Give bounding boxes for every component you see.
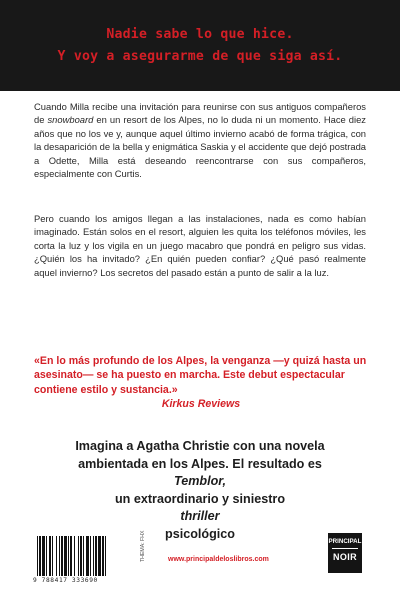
top-band — [0, 0, 400, 91]
publisher-url[interactable]: www.principaldeloslibros.com — [168, 556, 269, 563]
barcode-icon — [35, 536, 133, 576]
tagline — [0, 24, 400, 68]
synopsis-paragraph-1 — [34, 100, 366, 180]
praise-title-italic: Temblor, — [173, 474, 227, 488]
praise-line-2-text: ambientada en los Alpes. El resultado es — [78, 456, 322, 471]
review-quote-text: «En lo más profundo de los Alpes, la venganza —y quizá hasta un asesinato— se ha puesto en marcha. Este debut espectacular contiene estilo y sustancia.» — [34, 355, 367, 396]
logo-top-text: PRINCIPAL — [328, 538, 362, 545]
praise-genre-italic: thriller — [180, 509, 220, 523]
praise-line-3-text-a: un extraordinario y siniestro — [114, 491, 286, 506]
synopsis-p1-text-b: en un resort de los Alpes, no lo duda ni un momento. Hace diez años que no los ve y, aunque aquel último invierno acabó de forma trágica, con la desaparición de la bella y enigmática Saskia y el accidente que dejó postrada a Odette, Milla está deseando reencontrarse con sus compañeros, especialmente con Curtis. — [34, 114, 366, 180]
synopsis-paragraph-2: Pero cuando los amigos llegan a las instalaciones, nada es como habían imaginado. Están solos en el resort, alguien les quita los teléfonos móviles, les corta la luz y los vigila en un juego macabro que pondrá en peligro sus vidas. ¿Quién los ha invitado? ¿En quién pueden confiar? ¿Qué pasó realmente aquel invierno? Los secretos del pasado están a punto de salir a la luz. — [34, 213, 366, 278]
tagline-line-2: Y voy a asegurarme de que siga así. — [57, 49, 343, 64]
tagline-line-1: Nadie sabe lo que hice. — [106, 27, 294, 42]
barcode-digits: 9 788417 333690 — [33, 577, 98, 584]
synopsis-p1-italic: snowboard — [47, 114, 94, 126]
thema-code: THEMA: FHX — [140, 530, 146, 562]
review-quote — [34, 354, 368, 412]
praise-line-2 — [0, 456, 400, 491]
logo-divider — [332, 548, 358, 549]
logo-bottom-text: NOIR — [332, 552, 358, 562]
publisher-logo — [328, 533, 362, 573]
praise-line-1: Imagina a Agatha Christie con una novela — [75, 439, 325, 453]
praise-line-3-text-b: psicológico — [165, 526, 235, 541]
synopsis-p1-text-a: Cuando Milla recibe una invitación para reunirse con sus antiguos compañeros de — [34, 101, 366, 126]
review-source: Kirkus Reviews — [161, 398, 241, 411]
praise-blurb — [0, 438, 400, 543]
